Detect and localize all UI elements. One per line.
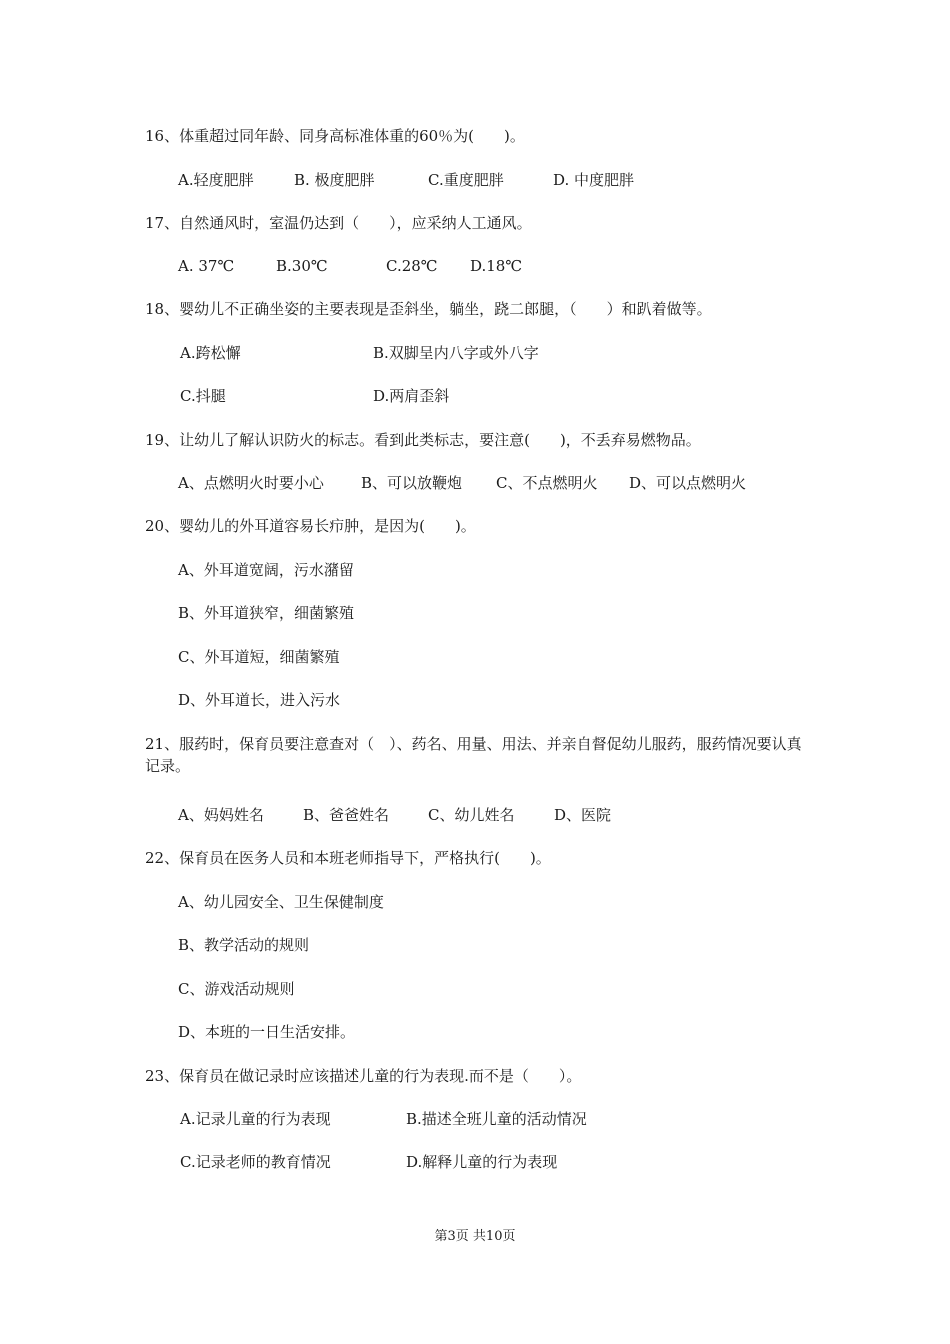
question-22-option-c: C、游戏活动规则	[178, 980, 295, 998]
question-22-option-a: A、幼儿园安全、卫生保健制度	[178, 893, 384, 911]
question-19: 19、让幼儿了解认识防火的标志。看到此类标志，要注意( )，不丢弃易燃物品。	[145, 431, 701, 449]
option-d: D.两肩歪斜	[373, 387, 450, 405]
option-c: C、幼儿姓名	[428, 806, 515, 824]
option-b: B. 极度肥胖	[294, 171, 375, 189]
option-a: A、点燃明火时要小心	[178, 474, 324, 492]
question-18: 18、婴幼儿不正确坐姿的主要表现是歪斜坐，躺坐，跷二郎腿，（ ）和趴着做等。	[145, 300, 712, 318]
question-22-option-b: B、教学活动的规则	[178, 936, 310, 954]
option-c: C.28℃	[386, 257, 438, 275]
question-23: 23、保育员在做记录时应该描述儿童的行为表现.而不是（ ）。	[145, 1067, 582, 1085]
option-b: B.双脚呈内八字或外八字	[373, 344, 539, 362]
option-b: B、可以放鞭炮	[361, 474, 463, 492]
question-17: 17、自然通风时，室温仍达到（ ），应采纳人工通风。	[145, 214, 532, 232]
option-a: A.记录儿童的行为表现	[180, 1110, 331, 1128]
question-20-option-a: A、外耳道宽阔，污水潴留	[178, 561, 354, 579]
option-d: D.18℃	[470, 257, 523, 275]
option-b: B.描述全班儿童的活动情况	[406, 1110, 587, 1128]
page-number: 第3页 共10页	[434, 1229, 516, 1244]
question-20-option-c: C、外耳道短，细菌繁殖	[178, 648, 340, 666]
question-21: 21、服药时，保育员要注意查对（ ）、药名、用量、用法、并亲自督促幼儿服药，服药情况要认真记录。	[145, 735, 802, 775]
option-c: C.记录老师的教育情况	[180, 1153, 331, 1171]
option-d: D、医院	[554, 806, 612, 824]
option-c: C、不点燃明火	[496, 474, 598, 492]
question-22-option-d: D、本班的一日生活安排。	[178, 1023, 356, 1041]
option-d: D、可以点燃明火	[629, 474, 747, 492]
option-b: B、爸爸姓名	[303, 806, 390, 824]
option-d: D.解释儿童的行为表现	[406, 1153, 558, 1171]
question-16: 16、体重超过同年龄、同身高标准体重的60％为( )。	[145, 127, 525, 145]
option-a: A、妈妈姓名	[178, 806, 264, 824]
option-d: D. 中度肥胖	[553, 171, 635, 189]
question-20: 20、婴幼儿的外耳道容易长疖肿，是因为( )。	[145, 517, 476, 535]
option-a: A.跨松懈	[180, 344, 241, 362]
question-20-option-d: D、外耳道长，进入污水	[178, 691, 341, 709]
option-a: A.轻度肥胖	[178, 171, 254, 189]
question-22: 22、保育员在医务人员和本班老师指导下，严格执行( )。	[145, 849, 551, 867]
option-c: C.抖腿	[180, 387, 226, 405]
option-c: C.重度肥胖	[428, 171, 504, 189]
option-a: A. 37℃	[178, 257, 235, 275]
question-20-option-b: B、外耳道狭窄，细菌繁殖	[178, 604, 355, 622]
option-b: B.30℃	[276, 257, 328, 275]
